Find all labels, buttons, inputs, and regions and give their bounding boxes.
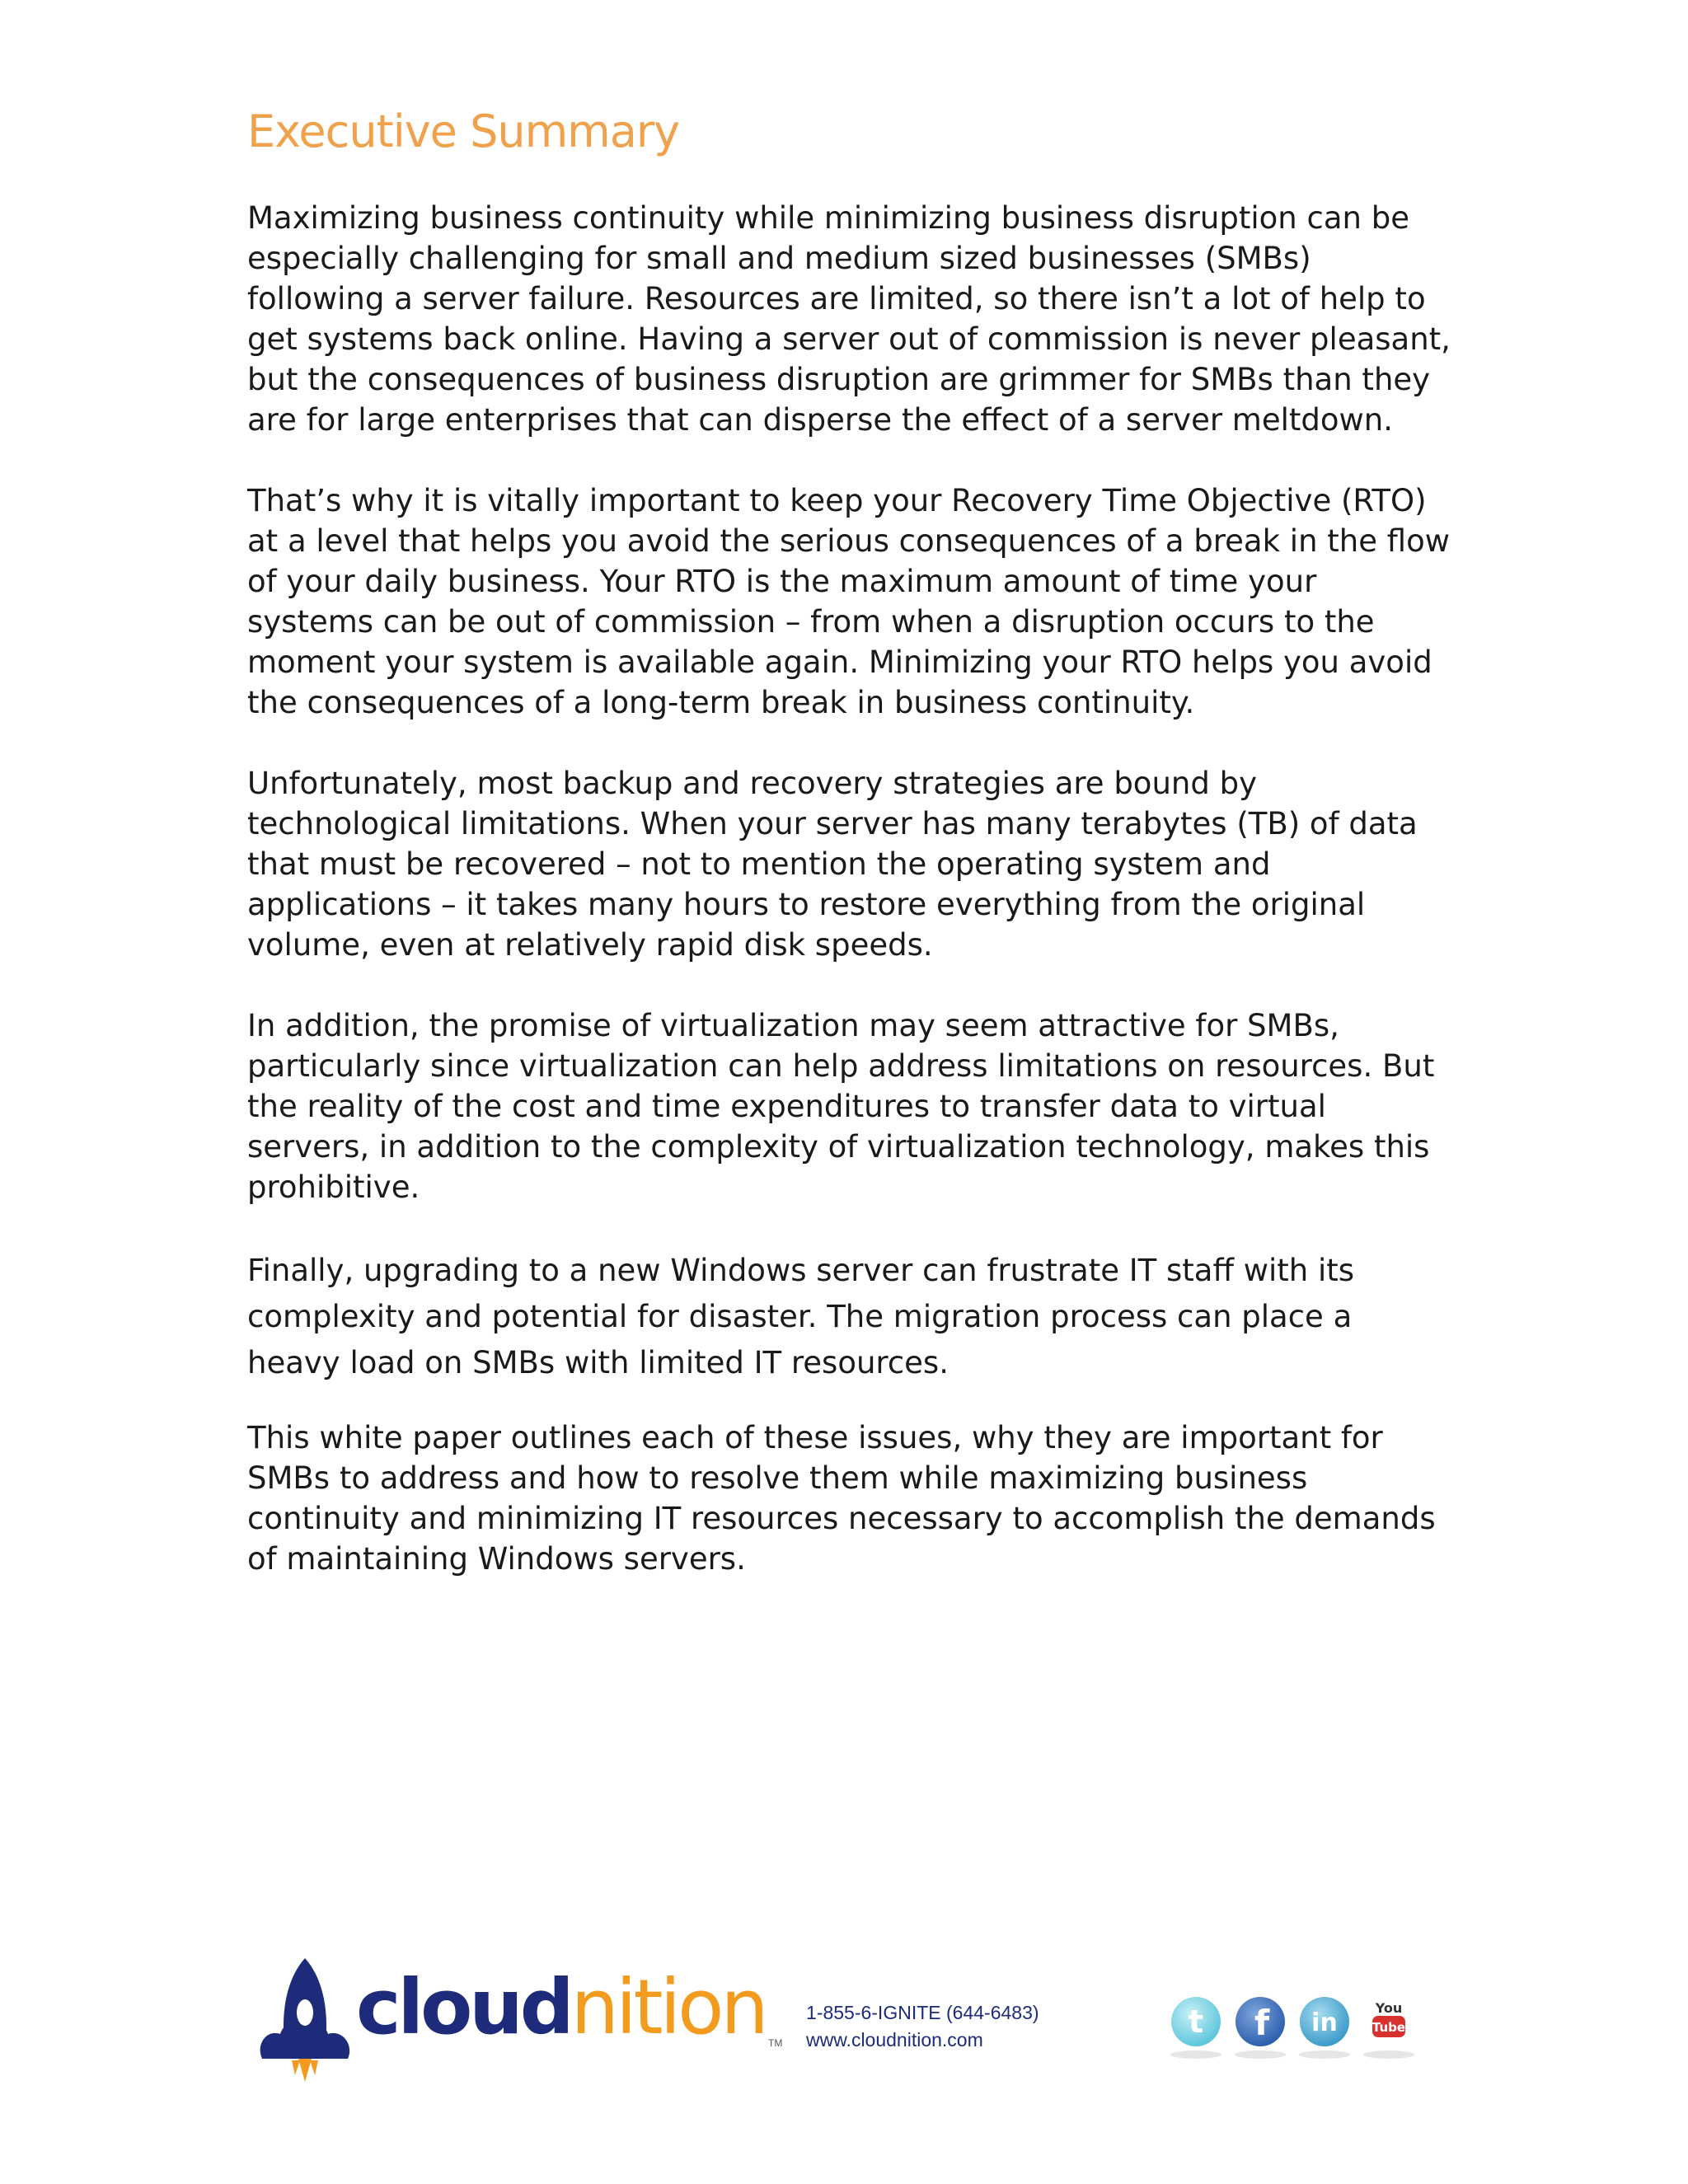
logo-word-cloud: cloud [356,1963,571,2051]
svg-text:You: You [1375,2000,1403,2016]
svg-text:f: f [1254,2003,1270,2043]
page-footer [247,1945,1434,2093]
svg-text:in: in [1311,2008,1338,2037]
youtube-icon[interactable] [1363,1996,1414,2047]
cloudnition-logo [247,1945,808,2093]
linkedin-icon[interactable] [1299,1996,1350,2047]
svg-text:Tube: Tube [1372,2020,1406,2035]
summary-body [247,198,1451,1619]
twitter-icon-shadow [1170,2050,1221,2059]
linkedin-icon-shadow [1299,2050,1350,2059]
social-icons [1170,1996,1434,2062]
website-link[interactable]: www.cloudnition.com [806,2029,983,2050]
facebook-icon[interactable] [1235,1996,1286,2047]
paragraph-5: Finally, upgrading to a new Windows server can frustrate IT staff with its complexity and potential for disaster. The migration process can place a heavy load on SMBs with limited IT resources. [247,1253,1355,1380]
trademark-mark: TM [768,2037,783,2049]
contact-info [806,1999,1039,2054]
paragraph-1: Maximizing business continuity while minimizing business disruption can be especially challenging for small and medium sized businesses (SMBs) following a server failure. Resources are limited, so there isn’t a lot of help to get systems back online. Having a server out of commission is never pleasant, but the consequences of business disruption are grimmer for SMBs than they are for large enterprises that can disperse the effect of a server meltdown. [247,200,1451,438]
page-title: Executive Summary [247,105,680,157]
paragraph-3: Unfortunately, most backup and recovery strategies are bound by technological limitations. When your server has many terabytes (TB) of data that must be recovered – not to mention the operating system and applications – it takes many hours to restore everything from the original volume, even at relatively rapid disk speeds. [247,766,1418,963]
paragraph-4: In addition, the promise of virtualization may seem attractive for SMBs, particularly since virtualization can help address limitations on resources. But the reality of the cost and time expenditures to transfer data to virtual servers, in addition to the complexity of virtualization technology, makes this prohibitive. [247,1008,1435,1205]
svg-text:t: t [1188,2004,1204,2040]
phone-number[interactable]: 1-855-6-IGNITE (644-6483) [806,2002,1039,2023]
youtube-icon-shadow [1363,2050,1414,2059]
rocket-logo-icon [256,1953,354,2085]
paragraph-6: This white paper outlines each of these issues, why they are important for SMBs to address and how to resolve them while maximizing business continuity and minimizing IT resources necessary to accomplish the demands of maintaining Windows servers. [247,1420,1436,1577]
logo-wordmark [356,1963,766,2051]
twitter-icon[interactable] [1170,1996,1221,2047]
logo-word-nition: nition [570,1963,766,2051]
facebook-icon-shadow [1235,2050,1286,2059]
paragraph-2: That’s why it is vitally important to keep your Recovery Time Objective (RTO) at a level that helps you avoid the serious consequences of a break in the flow of your daily business. Your RTO is the maximum amount of time your systems can be out of commission – from when a disruption occurs to the moment your system is available again. Minimizing your RTO helps you avoid the consequences of a long-term break in business continuity. [247,483,1450,720]
